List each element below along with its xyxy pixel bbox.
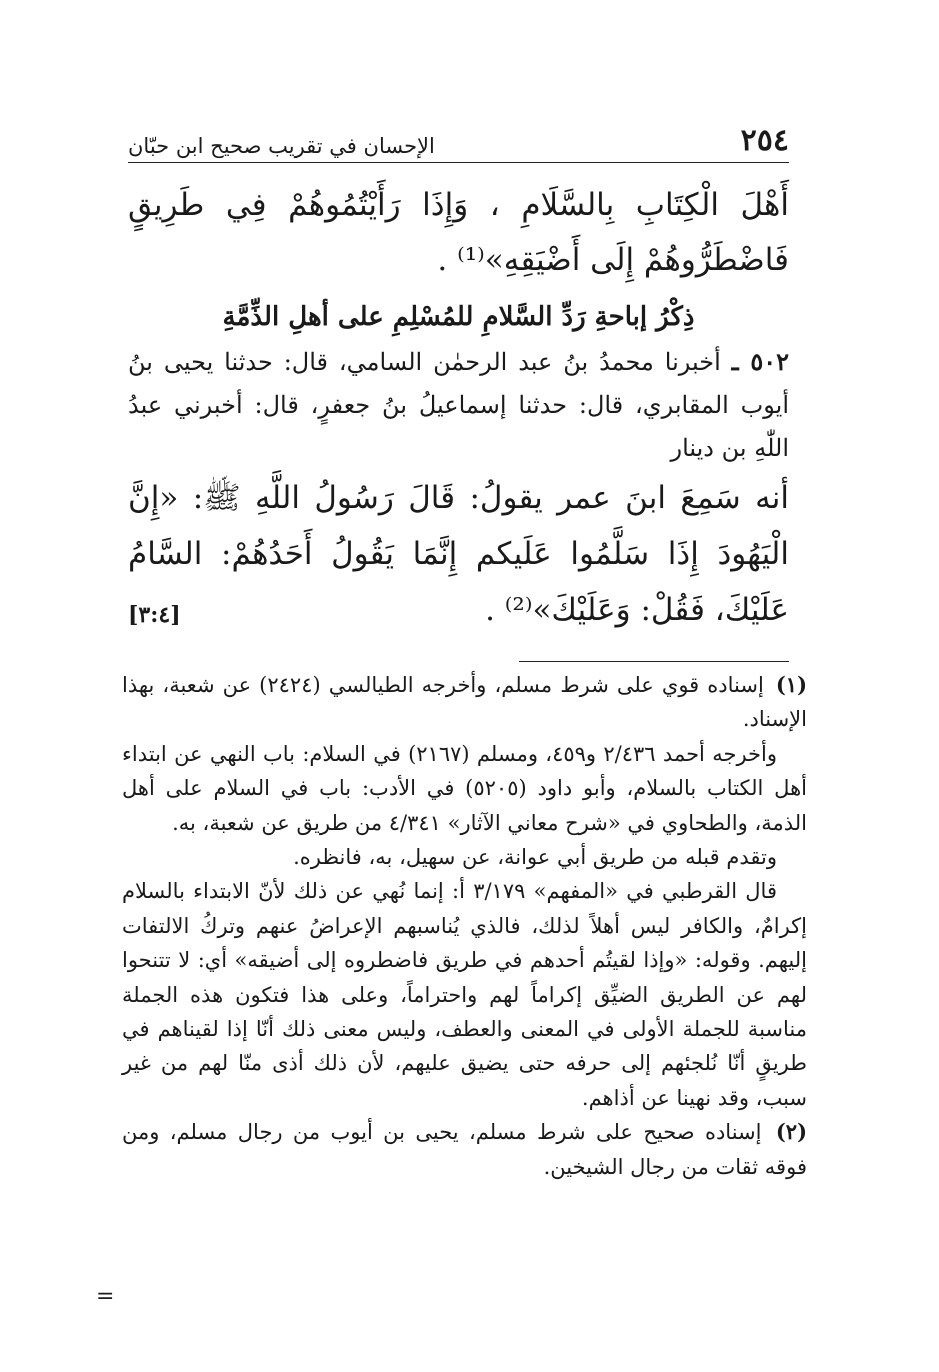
hadith-matn: أنه سَمِعَ ابنَ عمر يقولُ: قَالَ رَسُولُ اللَّهِ ﷺ: «إِنَّ الْيَهُودَ إِذَا سَلَّمُوا عَلَيكم إِنَّمَا يَقُولُ أَحَدُهُمْ: السَّامُ عَلَيْكَ، فَقُلْ: وَعَلَيْكَ»⁽²⁾ . <box>128 480 789 628</box>
footnote-2 <box>122 1115 807 1184</box>
hadith-continuation: أَهْلَ الْكِتَابِ بِالسَّلَامِ ، وَإِذَا رَأَيْتُمُوهُمْ فِي طَرِيقٍ فَاضْطَرُّوهُمْ إِلَى أَضْيَقِهِ»⁽¹⁾ . <box>128 187 789 278</box>
section-title: ذِكْرُ إباحةِ رَدِّ السَّلامِ للمُسْلِمِ على أهلِ الذِّمَّةِ <box>222 302 695 332</box>
footnote-2-text: إسناده صحيح على شرط مسلم، يحيى بن أيوب من رجال مسلم، ومن فوقه ثقات من رجال الشيخين. <box>122 1120 807 1179</box>
main-text <box>128 178 789 638</box>
footnote-divider <box>519 661 789 662</box>
continuation-mark: = <box>96 1284 115 1309</box>
footnote-1-text: إسناده قوي على شرط مسلم، وأخرجه الطيالسي (٢٤٢٤) عن شعبة، بهذا الإسناد. <box>122 673 807 732</box>
footnote-1-paragraph-3: وتقدم قبله من طريق أبي عوانة، عن سهيل، به، فانظره. <box>293 845 777 870</box>
page-header <box>128 118 789 163</box>
footnotes <box>122 668 807 1184</box>
book-page <box>122 0 808 1372</box>
footnote-1-paragraph-4: قال القرطبي في «المفهم» ٣/١٧٩ أ: إنما نُهي عن ذلك لأنّ الابتداء بالسلام إكرامٌ، والكافر ليس أهلاً لذلك، فالذي يُناسبهم الإعراضُ عنهم وتركُ الالتفات إليهم. وقوله: «وإذا لقيتُم أحدهم في طريق فاضطروه إلى أضيقه» أي: لا تتنحوا لهم عن الطريق الضيِّق إكراماً لهم واحتراماً، وعلى هذا فتكون هذه الجملة مناسبة للجملة الأولى في المعنى والعطف، وليس معنى ذلك أنّا إذا لقيناهم في طريقٍ أنّا نُلجئهم إلى حرفه حتى يضيق عليهم، لأن ذلك أذى منّا لهم من غير سبب، وقد نهينا عن أذاهم. <box>122 879 807 1110</box>
footnote-2-mark: (٢) <box>775 1119 807 1145</box>
running-title: الإحسان في تقريب صحيح ابن حبّان <box>128 134 435 158</box>
isnad-text: أخبرنا محمدُ بنُ عبد الرحمٰن السامي، قال: حدثنا يحيى بنُ أيوب المقابري، قال: حدثنا إسماعيلُ بنُ جعفرٍ، قال: أخبرني عبدُ اللّٰهِ بن دينار <box>128 348 789 462</box>
footnote-1-paragraph-2: وأخرجه أحمد ٢/٤٣٦ و٤٥٩، ومسلم (٢١٦٧) في السلام: باب النهي عن ابتداء أهل الكتاب بالسلام، وأبو داود (٥٢٠٥) في الأدب: باب في السلام على أهل الذمة، والطحاوي في «شرح معاني الآثار» ٤/٣٤١ من طريق عن شعبة، به. <box>122 741 807 835</box>
hadith-number: ٥٠٢ ـ <box>731 347 789 376</box>
hadith-isnad <box>128 340 789 470</box>
footnote-1-mark: (١) <box>775 672 808 697</box>
hadith-reference: [٣:٤] <box>128 602 181 628</box>
page-number: ٢٥٤ <box>740 123 789 158</box>
footnote-1 <box>122 668 807 737</box>
